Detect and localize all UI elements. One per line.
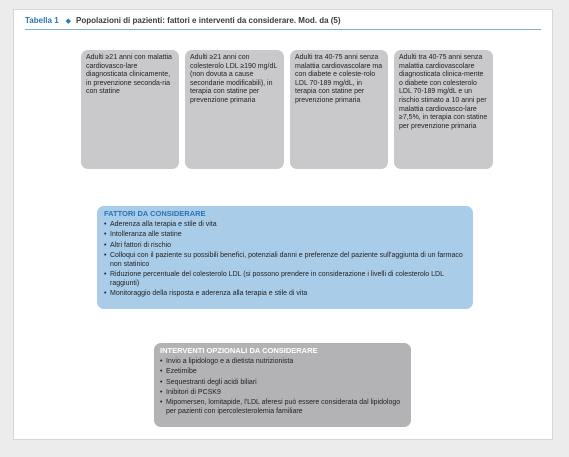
intervention-item: • Invio a lipidologo e a dietista nutrizionista	[160, 357, 407, 366]
population-box-4: Adulti tra 40-75 anni senza malattia cardiovascolare diagnosticata clinica-mente o diabete con colesterolo LDL 70-189 mg/dL e un rischio stimato a 10 anni per malattia cardiovasco-lare ≥7,5%, in terapia con statine per prevenzione primaria	[394, 50, 493, 169]
table-label: Tabella 1	[25, 16, 59, 25]
factor-item: • Colloqui con il paziente su possibili benefici, potenziali danni e preferenze del paziente sull'aggiunta di un farmaco non statinico	[104, 251, 469, 269]
population-box-3: Adulti tra 40-75 anni senza malattia cardiovascolare ma con diabete e coleste-rolo LDL 70-189 mg/dL, in terapia con statine per prevenzione primaria	[290, 50, 388, 169]
factor-item: • Monitoraggio della risposta e aderenza alla terapia e stile di vita	[104, 289, 469, 298]
population-box-1: Adulti ≥21 anni con malattia cardiovasco-lare diagnosticata clinicamente, in prevenzione seconda-ria con statine	[81, 50, 179, 169]
population-box-2: Adulti ≥21 anni con colesterolo LDL ≥190 mg/dL (non dovuta a cause secondarie modificabili), in terapia con statine per prevenzione primaria	[185, 50, 284, 169]
intervention-item: • Sequestranti degli acidi biliari	[160, 378, 407, 387]
factors-title: FATTORI DA CONSIDERARE	[104, 209, 206, 218]
table-caption	[25, 16, 341, 25]
factors-list	[104, 220, 469, 298]
factor-item: • Intolleranza alle statine	[104, 230, 469, 239]
factors-panel	[97, 206, 473, 309]
intervention-item: • Inibitori di PCSK9	[160, 388, 407, 397]
interventions-title: INTERVENTI OPZIONALI DA CONSIDERARE	[160, 346, 318, 355]
intervention-item: • Mipomersen, lomitapide, l'LDL aferesi può essere considerata dal lipidologo per pazienti con ipercolesterolemia familiare	[160, 398, 407, 416]
factor-item: • Altri fattori di rischio	[104, 241, 469, 250]
interventions-list	[160, 357, 407, 416]
caption-divider	[25, 29, 541, 30]
factor-item: • Riduzione percentuale del colesterolo LDL (si possono prendere in considerazione i livelli di colesterolo LDL raggiunti)	[104, 270, 469, 288]
diamond-icon: ◆	[65, 18, 72, 25]
table-title: Popolazioni di pazienti: fattori e interventi da considerare. Mod. da (5)	[76, 16, 341, 25]
intervention-item: • Ezetimibe	[160, 367, 407, 376]
factor-item: • Aderenza alla terapia e stile di vita	[104, 220, 469, 229]
interventions-panel	[154, 343, 411, 427]
table-figure	[13, 9, 553, 440]
